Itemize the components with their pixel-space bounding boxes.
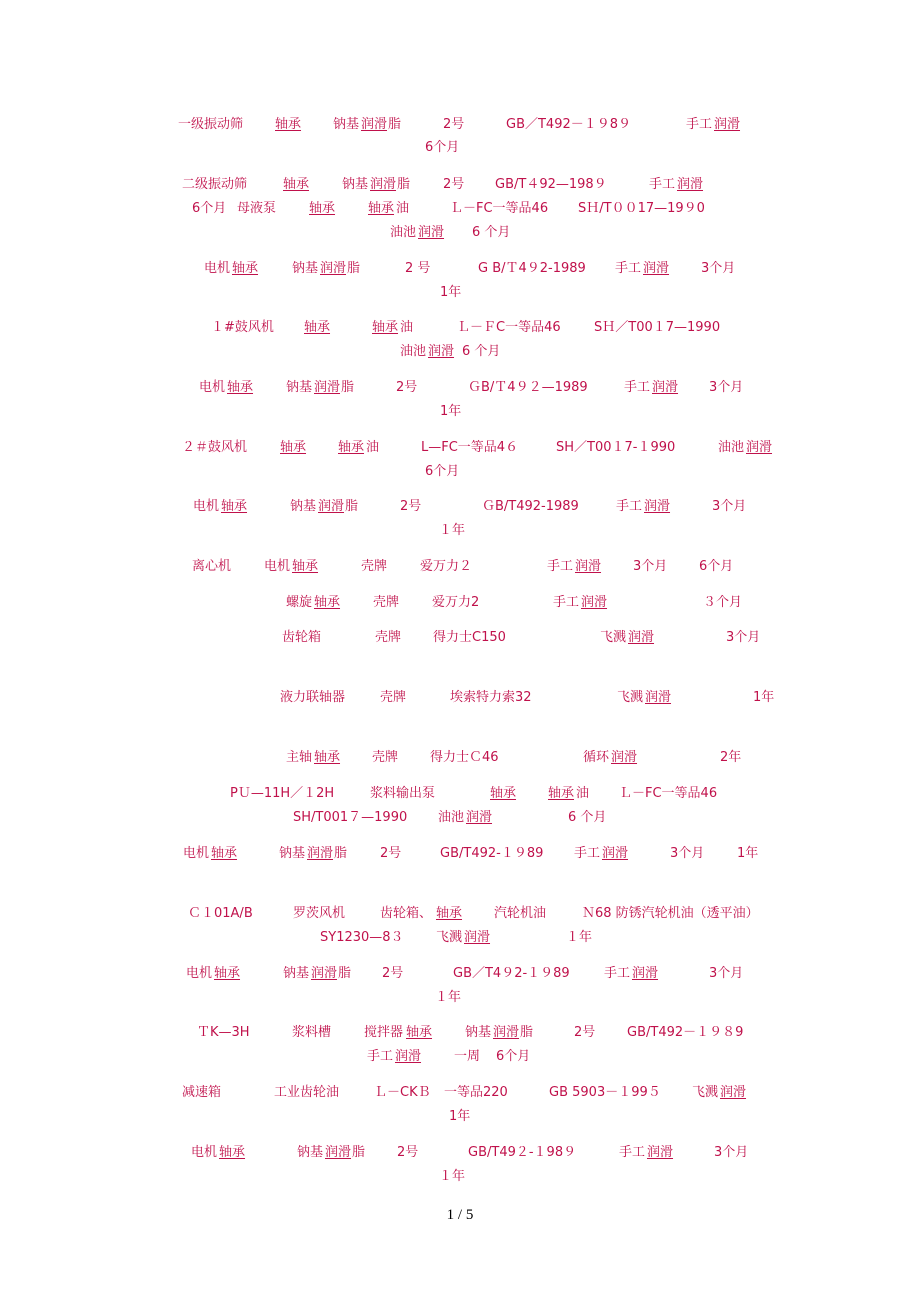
text-segment: 埃索特力索32 (450, 690, 532, 705)
underlined-term: 轴承 (275, 117, 302, 132)
text-segment: 3个月 (701, 261, 736, 276)
text-segment: 1年 (753, 690, 775, 705)
text-segment: 2号 (574, 1025, 596, 1040)
text-segment: 3个月 (633, 559, 668, 574)
underlined-term: 轴承 (211, 846, 238, 861)
text-segment: SＨ/T００17—19９0 (578, 201, 705, 216)
text-segment: 脂 (341, 380, 355, 395)
underlined-term: 轴承 (304, 320, 331, 335)
underlined-term: 润滑 (395, 1049, 422, 1064)
text-segment: ＧB/T492-1989 (482, 499, 579, 514)
underlined-term: 润滑 (418, 225, 445, 240)
text-segment: 离心机 (192, 559, 232, 574)
underlined-term: 轴承 (283, 177, 310, 192)
text-segment: １#鼓风机 (211, 320, 274, 335)
text-segment: 脂 (345, 499, 359, 514)
underlined-term: 润滑 (314, 380, 341, 395)
text-segment: 1年 (440, 285, 462, 300)
text-segment: 壳牌 (361, 559, 388, 574)
text-segment: 钠基 (283, 966, 310, 981)
text-segment: 2号 (382, 966, 404, 981)
underlined-term: 润滑 (611, 750, 638, 765)
underlined-term: 轴承 (309, 201, 336, 216)
text-segment: 6个月 (425, 140, 460, 155)
text-segment: 2号 (397, 1145, 419, 1160)
text-segment: 电机 (191, 1145, 218, 1160)
text-segment: 油 (576, 786, 590, 801)
underlined-term: 润滑 (644, 499, 671, 514)
text-segment: GB／T4９2-１９89 (453, 966, 570, 981)
text-segment: 壳牌 (375, 630, 402, 645)
text-segment: 1年 (737, 846, 759, 861)
text-segment: 一周 (454, 1049, 481, 1064)
text-segment: １年 (435, 990, 462, 1005)
text-segment: 手工 (547, 559, 574, 574)
text-segment: 脂 (334, 846, 348, 861)
underlined-term: 润滑 (720, 1085, 747, 1100)
text-segment: 6 个月 (462, 344, 501, 359)
underlined-term: 轴承 (368, 201, 395, 216)
text-segment: 6 个月 (472, 225, 511, 240)
text-segment: ＴK—3H (197, 1025, 250, 1040)
underlined-term: 润滑 (581, 595, 608, 610)
text-segment: 3个月 (709, 380, 744, 395)
underlined-term: 轴承 (232, 261, 259, 276)
text-segment: 爱万力２ (420, 559, 473, 574)
text-segment: 手工 (616, 499, 643, 514)
text-segment: 油池 (390, 225, 417, 240)
text-segment: 电机 (264, 559, 291, 574)
underlined-term: 轴承 (292, 559, 319, 574)
text-segment: 油 (396, 201, 410, 216)
text-segment: 油 (366, 440, 380, 455)
text-segment: Ｌ－FC一等品46 (619, 786, 718, 801)
text-segment: GB/T492-１９89 (440, 846, 544, 861)
text-segment: G B/Ｔ4９2-1989 (478, 261, 586, 276)
underlined-term: 润滑 (632, 966, 659, 981)
text-segment: Ｃ１01A/B (188, 906, 253, 921)
text-segment: 一等品220 (444, 1085, 508, 1100)
text-segment: 电机 (193, 499, 220, 514)
text-segment: 手工 (649, 177, 676, 192)
underlined-term: 润滑 (320, 261, 347, 276)
text-segment: １年 (439, 1169, 466, 1184)
text-segment: 油池 (400, 344, 427, 359)
underlined-term: 轴承 (490, 786, 517, 801)
underlined-term: 润滑 (746, 440, 773, 455)
text-segment: GB/T492－１９８9 (627, 1025, 744, 1040)
text-segment: 脂 (397, 177, 411, 192)
underlined-term: 润滑 (307, 846, 334, 861)
underlined-term: 润滑 (645, 690, 672, 705)
text-segment: Ｌ－ＦC一等品46 (457, 320, 561, 335)
text-segment: 壳牌 (372, 750, 399, 765)
underlined-term: 润滑 (643, 261, 670, 276)
text-segment: 飞溅 (436, 930, 463, 945)
text-segment: 手工 (624, 380, 651, 395)
text-segment: 3个月 (726, 630, 761, 645)
text-segment: GB/T49２-１98９ (468, 1145, 577, 1160)
text-segment: 钠基 (292, 261, 319, 276)
underlined-term: 轴承 (280, 440, 307, 455)
text-segment: 钠基 (290, 499, 317, 514)
text-segment: 手工 (619, 1145, 646, 1160)
text-segment: 二级振动筛 (182, 177, 248, 192)
text-segment: 飞溅 (692, 1085, 719, 1100)
text-segment: 2号 (396, 380, 418, 395)
underlined-term: 轴承 (548, 786, 575, 801)
text-segment: 飞溅 (600, 630, 627, 645)
text-segment: 浆料输出泵 (370, 786, 436, 801)
text-segment: 一级振动筛 (178, 117, 244, 132)
underlined-term: 轴承 (338, 440, 365, 455)
text-segment: 电机 (183, 846, 210, 861)
text-segment: 电机 (186, 966, 213, 981)
text-segment: SH/T001７—1990 (293, 810, 408, 825)
text-segment: 钠基 (297, 1145, 324, 1160)
text-segment: 3个月 (712, 499, 747, 514)
underlined-term: 润滑 (428, 344, 455, 359)
text-segment: 壳牌 (380, 690, 407, 705)
underlined-term: 润滑 (466, 810, 493, 825)
underlined-term: 润滑 (628, 630, 655, 645)
text-segment: 6个月 (496, 1049, 531, 1064)
text-segment: 齿轮箱、 (380, 906, 433, 921)
text-segment: 手工 (553, 595, 580, 610)
text-segment: 钠基 (465, 1025, 492, 1040)
underlined-term: 润滑 (714, 117, 741, 132)
text-segment: 钠基 (279, 846, 306, 861)
text-segment: 脂 (520, 1025, 534, 1040)
text-segment: Ｎ68 防锈汽轮机油（透平油） (582, 906, 759, 921)
underlined-term: 润滑 (325, 1145, 352, 1160)
underlined-term: 轴承 (219, 1145, 246, 1160)
underlined-term: 润滑 (652, 380, 679, 395)
text-segment: 得力士Ｃ46 (430, 750, 499, 765)
underlined-term: 润滑 (575, 559, 602, 574)
text-segment: 2号 (443, 117, 465, 132)
text-segment: 手工 (574, 846, 601, 861)
underlined-term: 轴承 (314, 750, 341, 765)
text-segment: １年 (439, 523, 466, 538)
text-segment: 浆料槽 (292, 1025, 332, 1040)
text-segment: 脂 (388, 117, 402, 132)
underlined-term: 润滑 (311, 966, 338, 981)
underlined-term: 轴承 (214, 966, 241, 981)
text-segment: 罗茨风机 (293, 906, 346, 921)
text-segment: 6个月 (425, 464, 460, 479)
text-segment: SH／T00１7-１990 (556, 440, 676, 455)
text-segment: 3个月 (714, 1145, 749, 1160)
text-segment: 手工 (367, 1049, 394, 1064)
text-segment: SY1230—8３ (320, 930, 404, 945)
text-segment: SＨ／T00１7—1990 (594, 320, 721, 335)
text-segment: 6个月 (699, 559, 734, 574)
text-segment: 2年 (720, 750, 742, 765)
text-segment: 手工 (604, 966, 631, 981)
underlined-term: 轴承 (436, 906, 463, 921)
text-segment: 3个月 (709, 966, 744, 981)
text-segment: GB 5903－１99５ (549, 1085, 661, 1100)
text-segment: ２＃鼓风机 (182, 440, 248, 455)
text-segment: 钠基 (342, 177, 369, 192)
text-segment: 搅拌器 (364, 1025, 404, 1040)
underlined-term: 润滑 (602, 846, 629, 861)
text-segment: 2号 (443, 177, 465, 192)
text-segment: 脂 (352, 1145, 366, 1160)
underlined-term: 润滑 (493, 1025, 520, 1040)
text-segment: 2号 (380, 846, 402, 861)
text-segment: 齿轮箱 (282, 630, 322, 645)
text-segment: Ｌ－FC一等品46 (450, 201, 549, 216)
text-segment: 3个月 (670, 846, 705, 861)
text-segment: 循环 (583, 750, 610, 765)
text-segment: 脂 (338, 966, 352, 981)
text-segment: 电机 (204, 261, 231, 276)
underlined-term: 轴承 (406, 1025, 433, 1040)
text-segment: Ｌ－CKＢ (374, 1085, 431, 1100)
text-segment: 6个月 (192, 201, 227, 216)
text-segment: ３个月 (703, 595, 743, 610)
text-segment: 得力士C150 (433, 630, 506, 645)
text-segment: 爱万力2 (432, 595, 480, 610)
text-segment: 手工 (686, 117, 713, 132)
text-segment: 2号 (400, 499, 422, 514)
underlined-term: 润滑 (318, 499, 345, 514)
underlined-term: 润滑 (361, 117, 388, 132)
text-segment: 油池 (718, 440, 745, 455)
text-segment: 1年 (449, 1109, 471, 1124)
text-segment: 6 个月 (568, 810, 607, 825)
text-segment: 手工 (615, 261, 642, 276)
text-segment: 飞溅 (617, 690, 644, 705)
text-segment: GB/T４92—198９ (495, 177, 607, 192)
text-segment: PＵ—11H／１2H (230, 786, 335, 801)
underlined-term: 轴承 (314, 595, 341, 610)
underlined-term: 轴承 (227, 380, 254, 395)
text-segment: 主轴 (286, 750, 313, 765)
text-segment: 油 (400, 320, 414, 335)
text-segment: 脂 (347, 261, 361, 276)
text-segment: L—FC一等品4６ (421, 440, 519, 455)
text-segment: 油池 (438, 810, 465, 825)
text-segment: 减速箱 (182, 1085, 222, 1100)
text-segment: 工业齿轮油 (274, 1085, 340, 1100)
text-segment: ＧB/Ｔ4９２—1989 (468, 380, 588, 395)
text-segment: 钠基 (286, 380, 313, 395)
text-segment: 母液泵 (237, 201, 277, 216)
underlined-term: 润滑 (464, 930, 491, 945)
text-segment: 汽轮机油 (494, 906, 547, 921)
text-segment: 1年 (440, 404, 462, 419)
underlined-term: 润滑 (370, 177, 397, 192)
text-segment: 电机 (199, 380, 226, 395)
text-segment: 螺旋 (286, 595, 313, 610)
text-segment: 钠基 (333, 117, 360, 132)
underlined-term: 润滑 (677, 177, 704, 192)
text-segment: １年 (566, 930, 593, 945)
text-segment: 2 号 (405, 261, 431, 276)
text-segment: 壳牌 (373, 595, 400, 610)
page-number: 1 / 5 (446, 1207, 474, 1223)
text-segment: 液力联轴器 (280, 690, 346, 705)
underlined-term: 润滑 (647, 1145, 674, 1160)
underlined-term: 轴承 (221, 499, 248, 514)
text-segment: GB／T492－１９8９ (506, 117, 632, 132)
underlined-term: 轴承 (372, 320, 399, 335)
